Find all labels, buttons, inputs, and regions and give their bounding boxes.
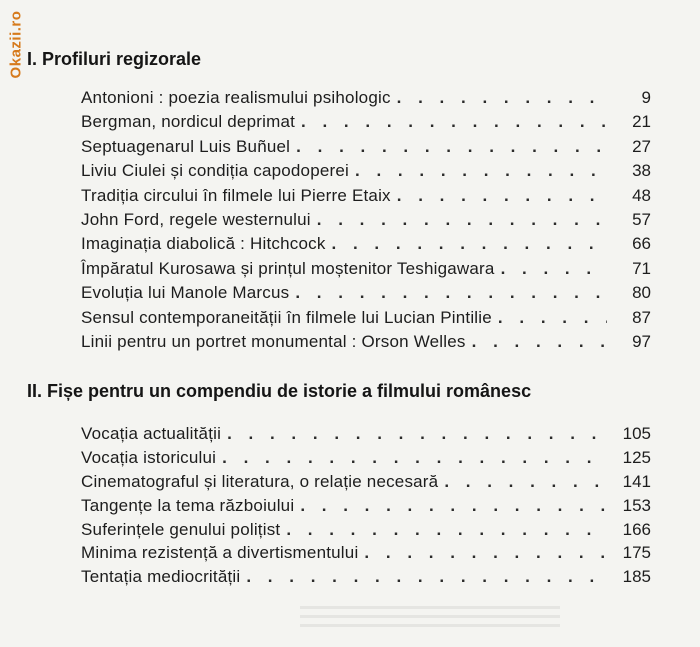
toc-entry: [81, 283, 651, 307]
toc-entry: [81, 234, 651, 258]
dot-leader: [317, 210, 607, 230]
toc-entry-title: Imaginația diabolică : Hitchcock: [81, 234, 326, 254]
dot-leader: [444, 472, 607, 492]
toc-entry-page: 97: [632, 331, 651, 351]
section-2-title: II. Fișe pentru un compendiu de istorie a filmului românesc: [27, 381, 532, 401]
dot-leader: [227, 424, 607, 444]
toc-entry: [81, 472, 651, 496]
dot-leader: [300, 496, 607, 516]
dot-leader: [286, 520, 607, 540]
watermark-logo: [8, 5, 25, 85]
toc-entry: [81, 186, 651, 210]
toc-entry-title: Liviu Ciulei și condiția capodoperei: [81, 161, 350, 181]
toc-entry-title: Linii pentru un portret monumental : Orson Welles: [81, 331, 466, 351]
toc-entry-page: 57: [632, 209, 651, 229]
toc-entry-page: 9: [641, 88, 651, 107]
toc-entry-page: 80: [632, 283, 651, 303]
section-1-title: I. Profiluri regizorale: [27, 49, 202, 69]
toc-entry-title: Suferințele genului polițist: [81, 519, 281, 539]
toc-entry-page: 38: [632, 161, 651, 181]
dot-leader: [397, 88, 607, 108]
toc-entry: [81, 567, 651, 591]
toc-entry: [81, 210, 651, 234]
toc-entry-title: John Ford, regele westernului: [81, 209, 311, 229]
dot-leader: [364, 543, 607, 563]
toc-entry-title: Vocația actualității: [81, 424, 222, 443]
dot-leader: [397, 186, 607, 206]
toc-entry-title: Bergman, nordicul deprimat: [81, 112, 296, 132]
dot-leader: [355, 161, 607, 181]
toc-entry-title: Minima rezistență a divertismentului: [81, 543, 359, 563]
dot-leader: [498, 308, 607, 328]
dot-leader: [296, 137, 607, 157]
toc-entry: [81, 88, 651, 112]
toc-entry-page: 105: [622, 424, 651, 443]
toc-entry-title: Tentația mediocrității: [81, 567, 241, 587]
toc-entry-page: 175: [622, 543, 651, 563]
dot-leader: [222, 448, 607, 468]
dot-leader: [301, 112, 607, 132]
dot-leader: [246, 567, 607, 587]
toc-entry-page: 21: [632, 112, 651, 132]
section-2-toc: [81, 424, 651, 591]
toc-entry: [81, 543, 651, 567]
toc-entry-title: Vocația istoricului: [81, 447, 217, 467]
toc-entry-page: 27: [632, 136, 651, 156]
section-1-toc: [81, 88, 651, 356]
toc-entry-page: 141: [622, 471, 651, 491]
toc-entry: [81, 259, 651, 283]
dot-leader: [501, 259, 607, 279]
dot-leader: [332, 234, 607, 254]
toc-entry-title: Antonioni : poezia realismului psihologic: [81, 88, 391, 107]
toc-entry: [81, 112, 651, 136]
toc-entry: [81, 161, 651, 185]
toc-entry-page: 66: [632, 234, 651, 254]
toc-entry-title: Cinematograful și literatura, o relație necesară: [81, 471, 439, 491]
toc-entry-title: Sensul contemporaneității în filmele lui Lucian Pintilie: [81, 307, 492, 327]
toc-entry-page: 166: [622, 519, 651, 539]
dot-leader: [295, 283, 607, 303]
toc-entry: [81, 448, 651, 472]
toc-entry-title: Împăratul Kurosawa și prințul moștenitor Teshigawara: [81, 258, 495, 278]
toc-entry-title: Tangențe la tema războiului: [81, 495, 295, 515]
toc-entry-page: 48: [632, 185, 651, 205]
toc-entry: [81, 424, 651, 448]
dot-leader: [472, 332, 607, 352]
toc-entry-title: Septuagenarul Luis Buñuel: [81, 136, 291, 156]
toc-entry-page: 153: [622, 495, 651, 515]
toc-entry: [81, 332, 651, 356]
toc-entry-page: 71: [632, 258, 651, 278]
watermark-text: Okazii.ro: [7, 10, 25, 79]
toc-entry-title: Tradiția circului în filmele lui Pierre Etaix: [81, 185, 391, 205]
toc-entry: [81, 137, 651, 161]
toc-entry-page: 125: [622, 447, 651, 467]
toc-entry: [81, 496, 651, 520]
toc-entry-page: 185: [622, 567, 651, 587]
faded-bleed-through: [300, 600, 560, 640]
toc-entry: [81, 308, 651, 332]
toc-entry-title: Evoluția lui Manole Marcus: [81, 283, 290, 303]
toc-entry-page: 87: [632, 307, 651, 327]
toc-entry: [81, 520, 651, 544]
